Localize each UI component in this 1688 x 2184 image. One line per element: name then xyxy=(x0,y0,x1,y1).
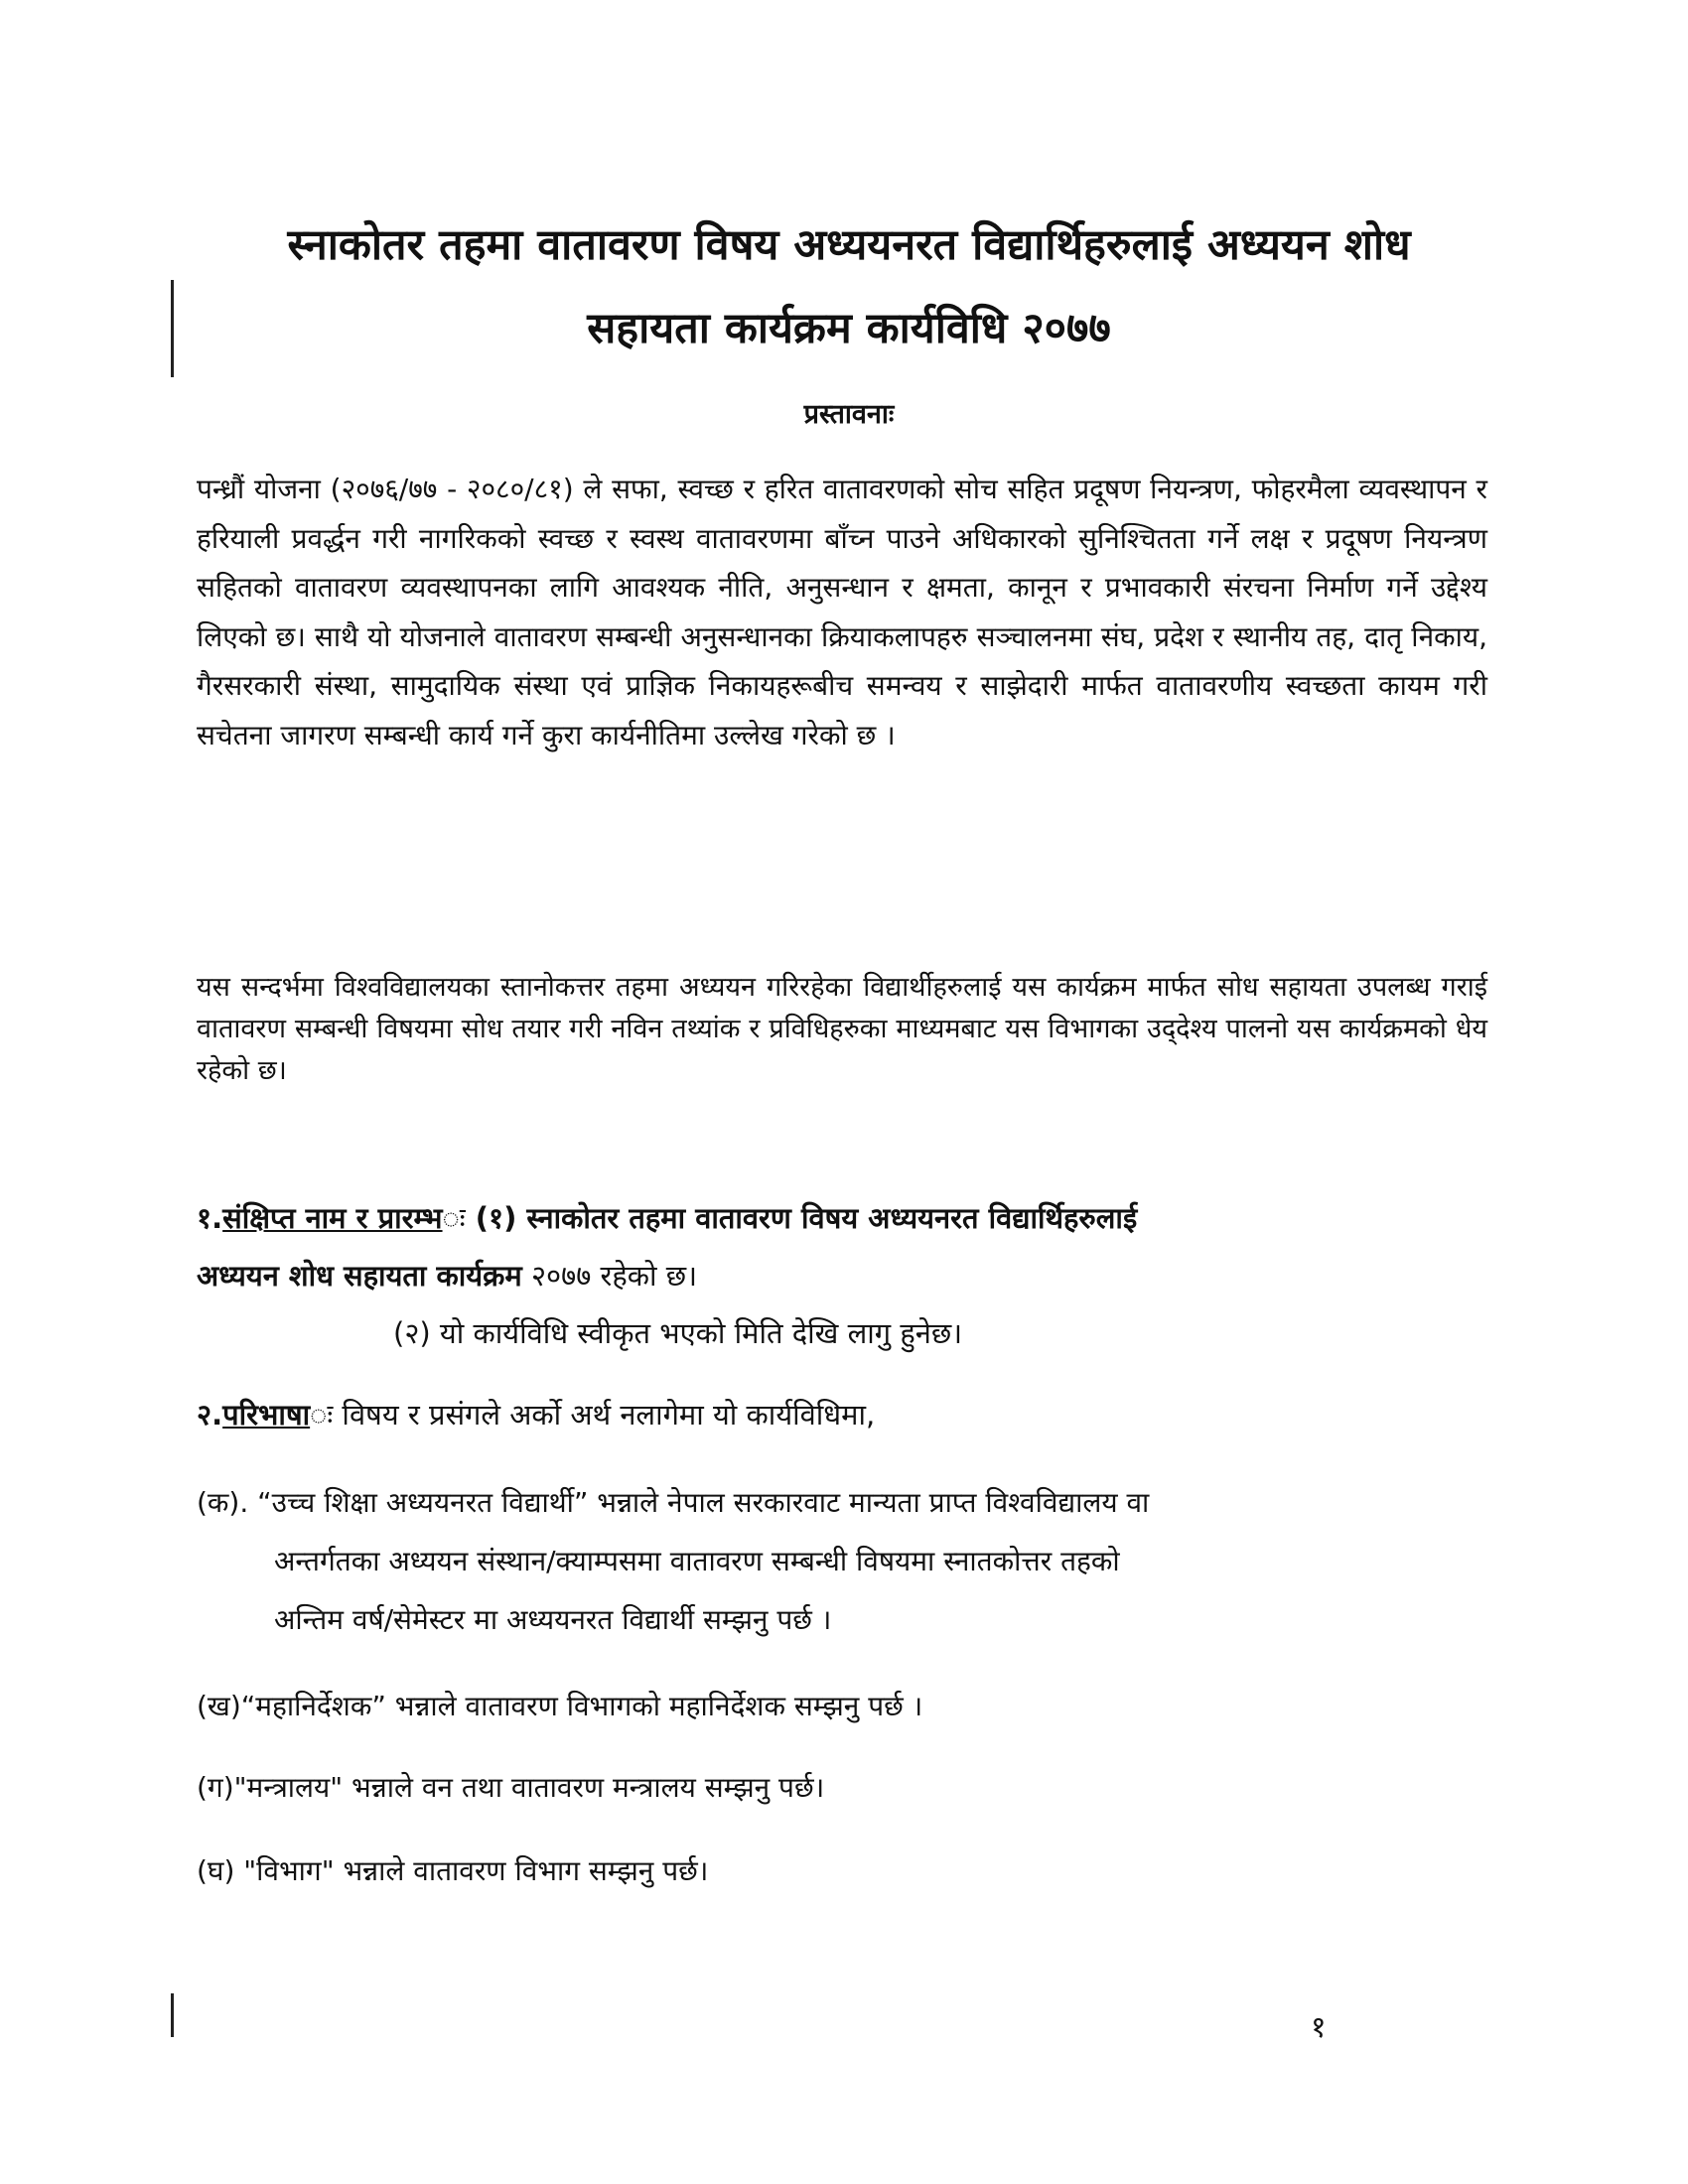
section-1-short-title xyxy=(197,1189,1487,1362)
definition-kha: (ख)“महानिर्देशक” भन्नाले वातावरण विभागको महानिर्देशक सम्झनु पर्छ । xyxy=(197,1690,923,1722)
section-1-clause-1: (१) स्नाकोतर तहमा वातावरण विषय अध्ययनरत विद्यार्थिहरुलाई xyxy=(465,1201,1138,1235)
section-1-line-1 xyxy=(197,1189,1487,1247)
section-2-definitions-intro xyxy=(197,1390,1487,1439)
preamble-heading: प्रस्तावनाः xyxy=(803,399,895,430)
title-line-1: स्नाकोतर तहमा वातावरण विषय अध्ययनरत विद्यार्थिहरुलाई अध्ययन शोध xyxy=(287,220,1411,270)
definition-gha: (घ) "विभाग" भन्नाले वातावरण विभाग सम्झनु पर्छ। xyxy=(197,1854,709,1887)
section-1-clause-2: (२) यो कार्यविधि स्वीकृत भएको मिति देखि लागु हुनेछ। xyxy=(393,1316,963,1350)
section-1-clause-1-bold-cont: अध्ययन शोध सहायता कार्यक्रम xyxy=(197,1259,522,1293)
section-2-heading: परिभाषा xyxy=(222,1398,311,1432)
margin-line-bottom xyxy=(171,1993,174,2037)
section-2-intro-text: ः विषय र प्रसंगले अर्को अर्थ नलागेमा यो कार्यविधिमा, xyxy=(310,1398,876,1432)
definition-ka xyxy=(197,1473,1487,1649)
section-1-number: १. xyxy=(197,1201,223,1235)
section-1-colon: ः xyxy=(442,1201,466,1235)
section-1-heading: संक्षिप्त नाम र प्रारम्भ xyxy=(222,1201,443,1235)
preamble-paragraph-1: पन्ध्रौं योजना (२०७६/७७ - २०८०/८१) ले सफा, स्वच्छ र हरित वातावरणको सोच सहित प्रदूषण नियन्त्रण, फोहरमैला व्यवस्थापन र हरियाली प्रवर्द्धन गरी नागरिकको स्वच्छ र स्वस्थ वातावरणमा बाँच्न पाउने अधिकारको सुनिश्चितता गर्ने लक्ष र प्रदूषण नियन्त्रण सहितको वातावरण व्यवस्थापनका लागि आवश्यक नीति, अनुसन्धान र क्षमता, कानून र प्रभावकारी संरचना निर्माण गर्ने उद्देश्य लिएको छ। साथै यो योजनाले वातावरण सम्बन्धी अनुसन्धानका क्रियाकलापहरु सञ्चालनमा संघ, प्रदेश र स्थानीय तह, दातृ निकाय, गैरसरकारी संस्था, सामुदायिक संस्था एवं प्राज्ञिक निकायहरूबीच समन्वय र साझेदारी मार्फत वातावरणीय स्वच्छता कायम गरी सचेतना जागरण सम्बन्धी कार्य गर्ने कुरा कार्यनीतिमा उल्लेख गरेको छ । xyxy=(197,473,1487,751)
title-line-2: सहायता कार्यक्रम कार्यविधि २०७७ xyxy=(587,304,1111,353)
definition-ka-line-3: अन्तिम वर्ष/सेमेस्टर मा अध्ययनरत विद्यार्थी सम्झनु पर्छ । xyxy=(274,1603,832,1636)
section-1-line-2 xyxy=(197,1247,1487,1304)
preamble-paragraph-2: यस सन्दर्भमा विश्वविद्यालयका स्तानोकत्तर तहमा अध्ययन गरिरहेका विद्यार्थीहरुलाई यस कार्यक्रम मार्फत सोध सहायता उपलब्ध गराई वातावरण सम्बन्धी विषयमा सोध तयार गरी नविन तथ्यांक र प्रविधिहरुका माध्यमबाट यस विभागका उद्‌देश्य पालनो यस कार्यक्रमको धेय रहेको छ। xyxy=(197,972,1487,1086)
definition-ka-line-1: (क). “उच्च शिक्षा अध्ययनरत विद्यार्थी” भन्नाले नेपाल सरकारवाट मान्यता प्राप्त विश्वविद्यालय वा xyxy=(197,1486,1150,1519)
definition-ga: (ग)"मन्त्रालय" भन्नाले वन तथा वातावरण मन्त्रालय सम्झनु पर्छ। xyxy=(197,1771,825,1804)
section-2-number: २. xyxy=(197,1398,223,1432)
page-number: १ xyxy=(1311,2010,1327,2045)
definition-ka-line-2: अन्तर्गतका अध्ययन संस्थान/क्याम्पसमा वातावरण सम्बन्धी विषयमा स्नातकोत्तर तहको xyxy=(274,1545,1120,1577)
document-title xyxy=(189,204,1509,370)
section-1-clause-1-cont: २०७७ रहेको छ। xyxy=(521,1259,698,1293)
margin-line-top xyxy=(171,280,174,377)
